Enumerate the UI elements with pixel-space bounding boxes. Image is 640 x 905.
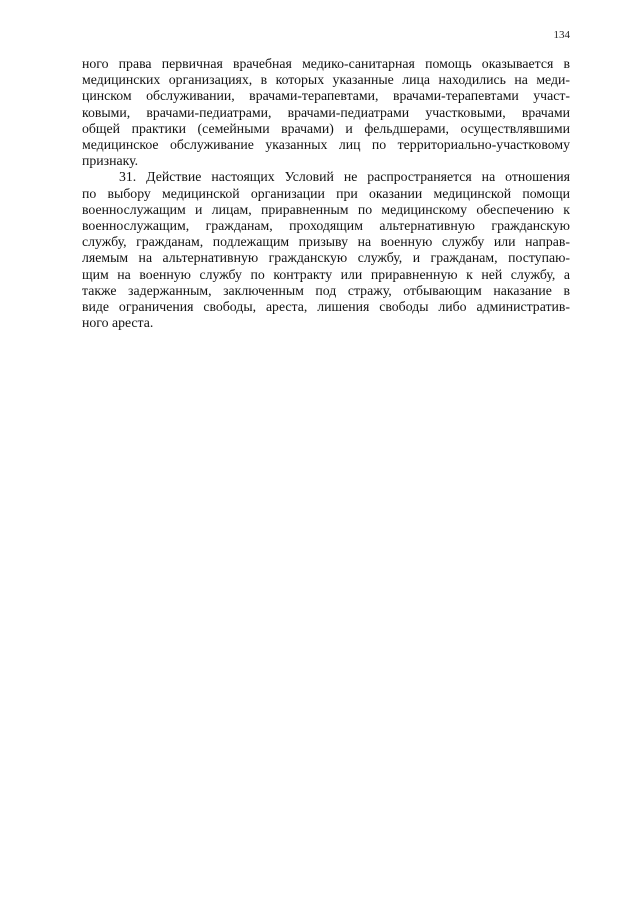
body-text xyxy=(82,56,570,331)
text-line: медицинских организациях, в которых указанные лица находились на меди- xyxy=(82,72,570,88)
text-line: ного права первичная врачебная медико-санитарная помощь оказывается в xyxy=(82,56,570,71)
text-line: ляемым на альтернативную гражданскую службу, и гражданам, поступаю- xyxy=(82,250,570,266)
text-line: ковыми, врачами-педиатрами, врачами-педиатрами участковыми, врачами xyxy=(82,104,570,120)
text-line: также задержанным, заключенным под стражу, отбывающим наказание в xyxy=(82,282,570,298)
text-line: ного ареста. xyxy=(82,315,154,331)
text-line: общей практики (семейными врачами) и фельдшерами, осуществлявшими xyxy=(82,120,570,136)
paragraph-clause-31 xyxy=(82,169,570,331)
page-number: 134 xyxy=(553,29,570,41)
text-line: медицинское обслуживание указанных лиц по территориально-участковому xyxy=(82,137,570,153)
paragraph-continuation xyxy=(82,56,570,169)
text-line: 31. Действие настоящих Условий не распространяется на отношения xyxy=(119,169,570,185)
text-line: по выбору медицинской организации при оказании медицинской помощи xyxy=(82,185,570,201)
text-line: виде ограничения свободы, ареста, лишения свободы либо административ- xyxy=(82,299,570,315)
text-line: цинском обслуживании, врачами-терапевтами, врачами-терапевтами участ- xyxy=(82,88,570,104)
text-line: военнослужащим, гражданам, проходящим альтернативную гражданскую xyxy=(82,218,570,234)
text-line: признаку. xyxy=(82,153,139,169)
text-line: военнослужащим и лицам, приравненным по медицинскому обеспечению к xyxy=(82,201,570,217)
text-line: щим на военную службу по контракту или приравненную к ней службу, а xyxy=(82,266,570,282)
text-line: службу, гражданам, подлежащим призыву на военную службу или направ- xyxy=(82,234,570,250)
